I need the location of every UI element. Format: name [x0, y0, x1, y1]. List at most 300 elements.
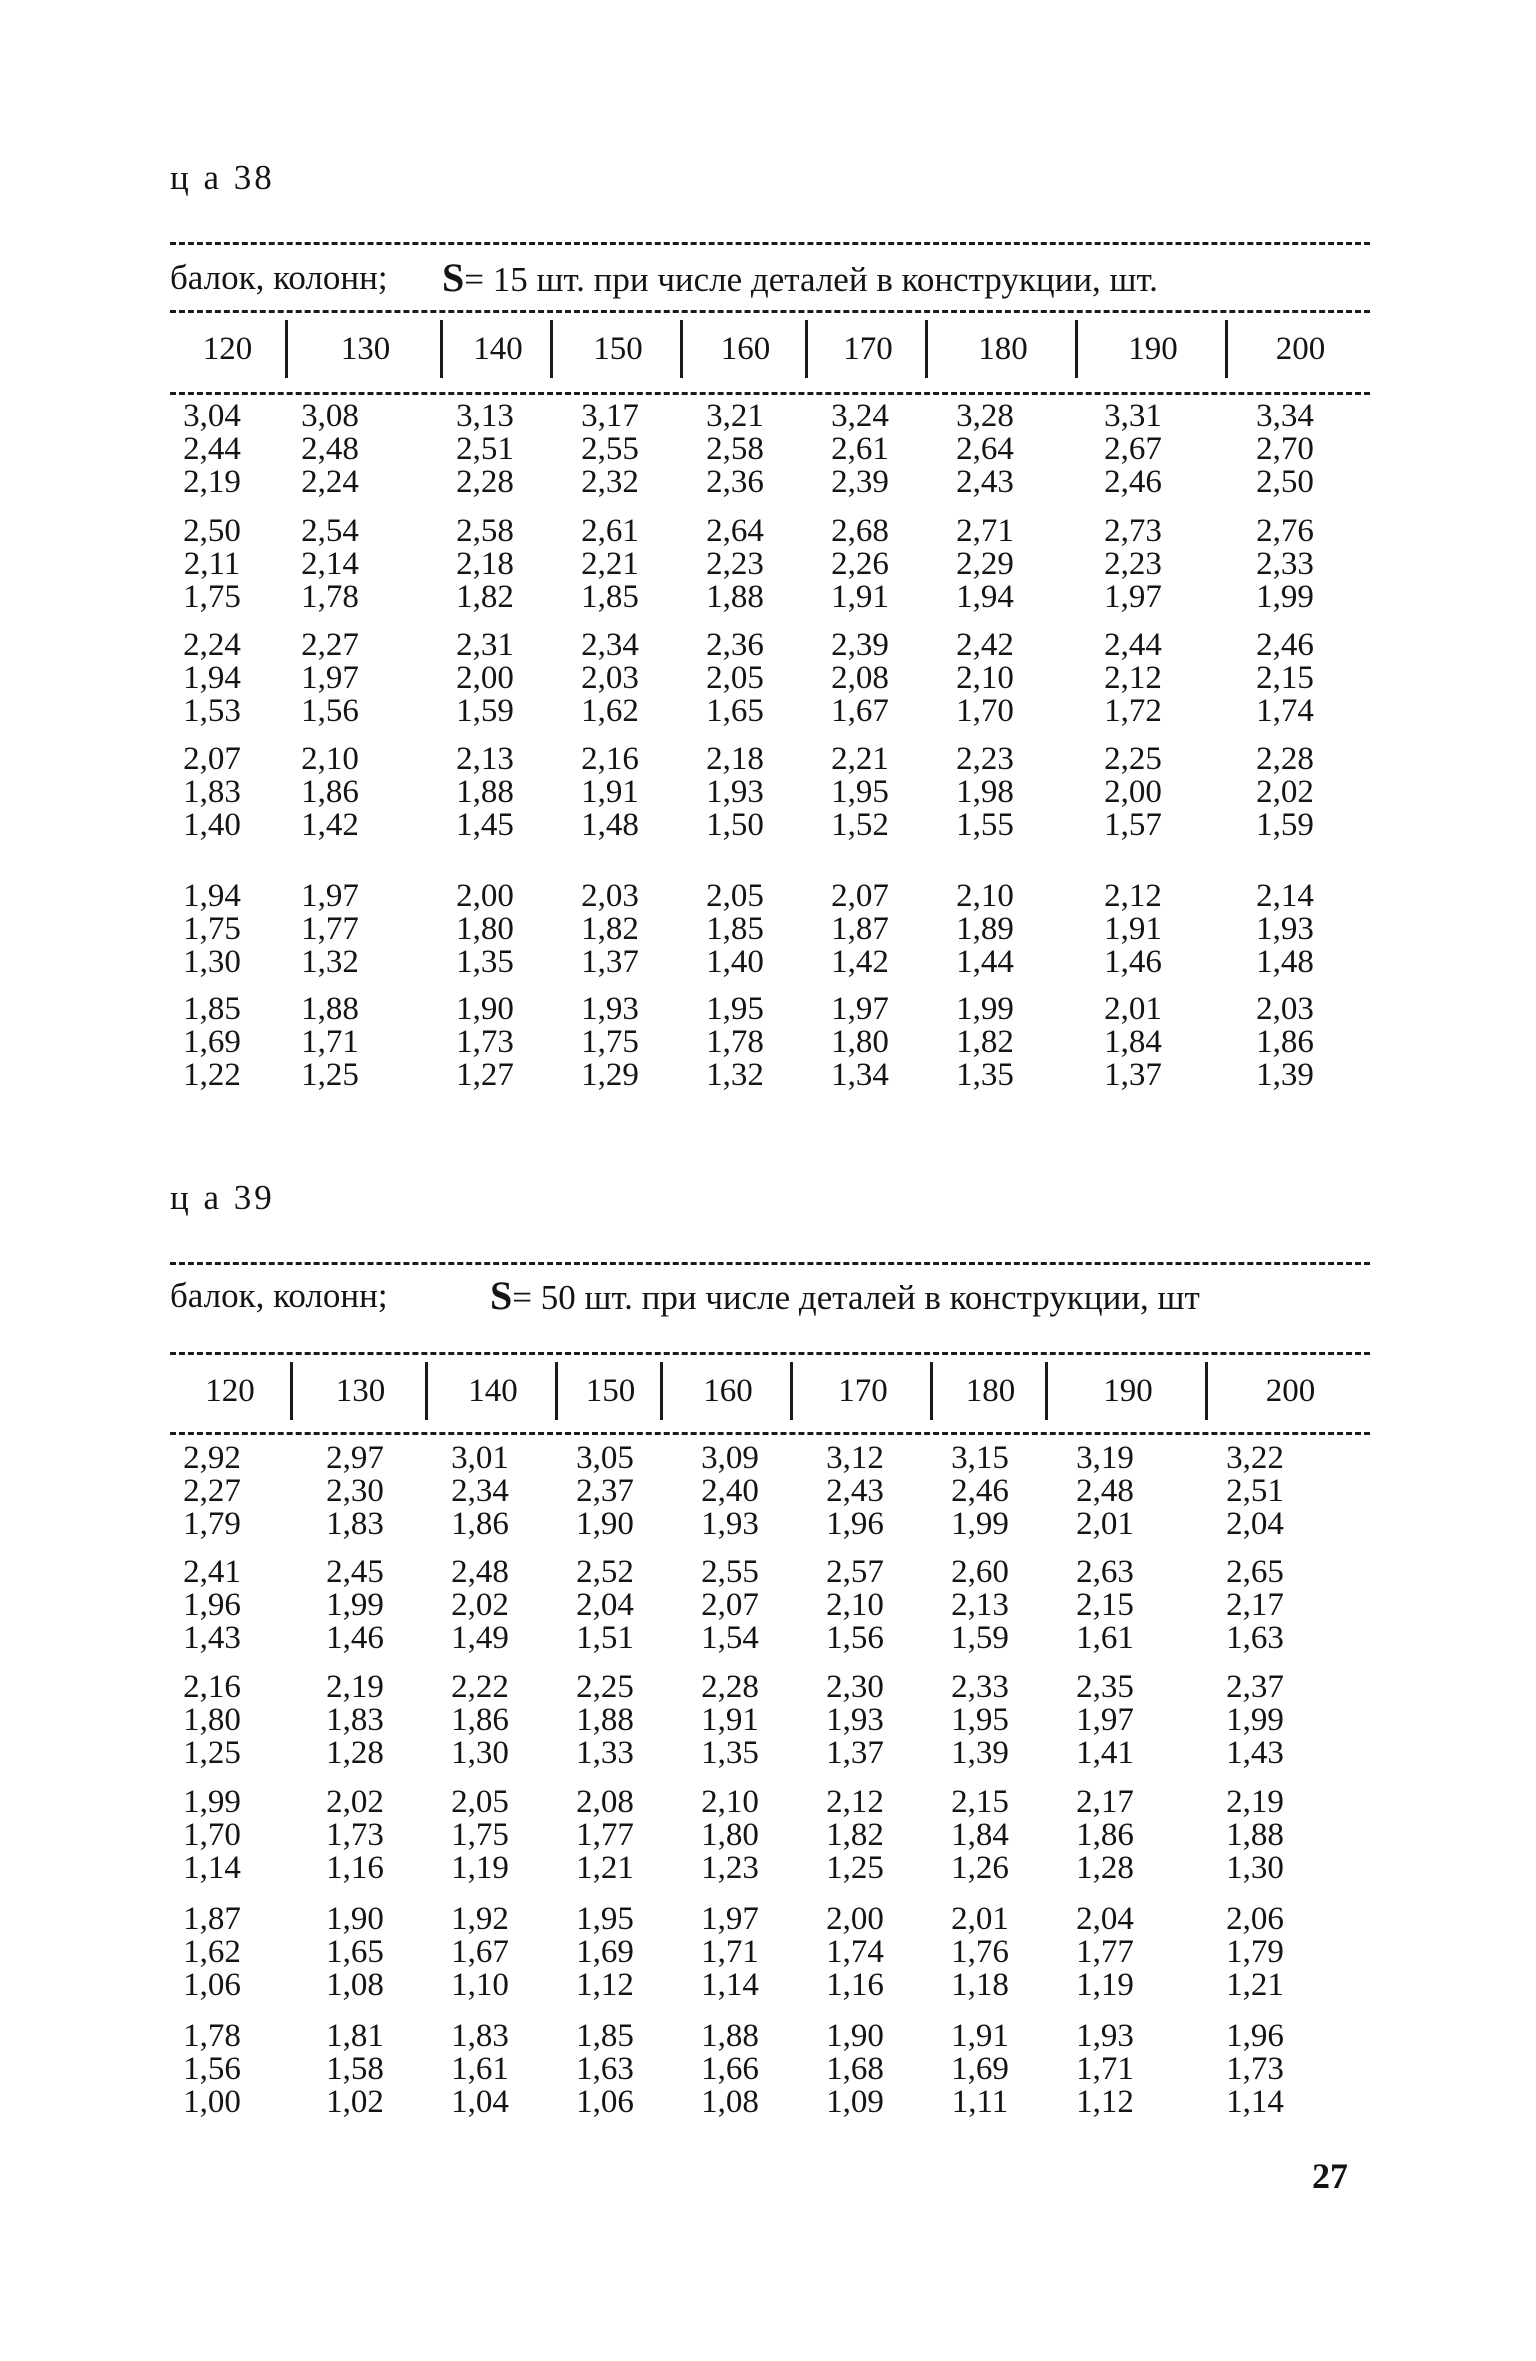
- table-cell: 2,27: [301, 627, 359, 663]
- table-cell: 1,08: [326, 1967, 384, 2003]
- table-cell: 1,69: [951, 2051, 1009, 2087]
- table-cell: 1,97: [701, 1901, 759, 1937]
- table-cell: 1,90: [326, 1901, 384, 1937]
- table-cell: 1,96: [183, 1587, 241, 1623]
- table-cell: 2,57: [826, 1554, 884, 1590]
- table-cell: 1,93: [701, 1506, 759, 1542]
- table-cell: 1,65: [706, 693, 764, 729]
- table-cell: 1,87: [831, 911, 889, 947]
- table-cell: 1,49: [451, 1620, 509, 1656]
- dashed-rule: [170, 392, 1370, 395]
- table-cell: 2,15: [1256, 660, 1314, 696]
- table-cell: 1,00: [183, 2084, 241, 2120]
- table-cell: 2,41: [183, 1554, 241, 1590]
- table-cell: 2,04: [1226, 1506, 1284, 1542]
- table-cell: 2,24: [183, 627, 241, 663]
- table-cell: 2,08: [831, 660, 889, 696]
- table-cell: 2,18: [706, 741, 764, 777]
- table-cell: 3,34: [1256, 398, 1314, 434]
- table-cell: 2,68: [831, 513, 889, 549]
- table-cell: 1,28: [1076, 1850, 1134, 1886]
- table-cell: 1,62: [581, 693, 639, 729]
- table-cell: 1,74: [826, 1934, 884, 1970]
- table-cell: 1,83: [326, 1702, 384, 1738]
- table-cell: 1,83: [183, 774, 241, 810]
- table-cell: 1,79: [1226, 1934, 1284, 1970]
- table-cell: 1,06: [183, 1967, 241, 2003]
- table-cell: 1,63: [576, 2051, 634, 2087]
- table-cell: 2,45: [326, 1554, 384, 1590]
- table-cell: 3,09: [701, 1440, 759, 1476]
- table-cell: 1,21: [576, 1850, 634, 1886]
- table-cell: 1,84: [951, 1817, 1009, 1853]
- table-cell: 1,78: [706, 1024, 764, 1060]
- table-cell: 2,48: [1076, 1473, 1134, 1509]
- table-cell: 3,19: [1076, 1440, 1134, 1476]
- table-cell: 1,85: [706, 911, 764, 947]
- table-cell: 2,58: [456, 513, 514, 549]
- table-cell: 2,24: [301, 464, 359, 500]
- table-cell: 1,93: [1076, 2018, 1134, 2054]
- table-cell: 1,83: [326, 1506, 384, 1542]
- column-header-row: [0, 310, 1536, 390]
- dashed-rule: [170, 1432, 1370, 1435]
- table-cell: 2,73: [1104, 513, 1162, 549]
- table-cell: 2,01: [1104, 991, 1162, 1027]
- table-cell: 1,85: [576, 2018, 634, 2054]
- table-cell: 1,32: [706, 1057, 764, 1093]
- column-header: 130: [285, 320, 443, 378]
- table-cell: 2,12: [826, 1784, 884, 1820]
- table-cell: 2,13: [951, 1587, 1009, 1623]
- table-cell: 2,64: [706, 513, 764, 549]
- table-cell: 1,29: [581, 1057, 639, 1093]
- table-cell: 1,68: [826, 2051, 884, 2087]
- table-cell: 1,80: [456, 911, 514, 947]
- table-cell: 1,30: [183, 944, 241, 980]
- table-cell: 1,96: [1226, 2018, 1284, 2054]
- table-cell: 2,34: [451, 1473, 509, 1509]
- table-cell: 2,17: [1226, 1587, 1284, 1623]
- table-cell: 1,94: [183, 660, 241, 696]
- table-cell: 2,34: [581, 627, 639, 663]
- table-cell: 2,43: [826, 1473, 884, 1509]
- table-cell: 2,97: [326, 1440, 384, 1476]
- table-cell: 3,04: [183, 398, 241, 434]
- table-cell: 2,10: [701, 1784, 759, 1820]
- table-cell: 2,51: [1226, 1473, 1284, 1509]
- table-cell: 1,08: [701, 2084, 759, 2120]
- table-cell: 1,91: [951, 2018, 1009, 2054]
- table-cell: 2,40: [701, 1473, 759, 1509]
- table-cell: 1,42: [831, 944, 889, 980]
- table-cell: 2,29: [956, 546, 1014, 582]
- table-cell: 1,97: [1076, 1702, 1134, 1738]
- table-cell: 2,11: [183, 546, 241, 582]
- table-cell: 1,46: [1104, 944, 1162, 980]
- table-cell: 2,51: [456, 431, 514, 467]
- column-header: 170: [805, 320, 928, 378]
- table-subtitle: [170, 1273, 1370, 1318]
- table-cell: 3,22: [1226, 1440, 1284, 1476]
- table-cell: 2,22: [451, 1669, 509, 1705]
- table-cell: 2,03: [581, 660, 639, 696]
- column-header: 170: [790, 1362, 933, 1420]
- table-cell: 1,59: [1256, 807, 1314, 843]
- table-cell: 2,21: [831, 741, 889, 777]
- column-header: 150: [555, 1362, 663, 1420]
- table-cell: 2,12: [1104, 660, 1162, 696]
- table-cell: 1,99: [951, 1506, 1009, 1542]
- table-cell: 1,75: [451, 1817, 509, 1853]
- table-cell: 1,35: [956, 1057, 1014, 1093]
- table-cell: 1,74: [1256, 693, 1314, 729]
- table-cell: 1,19: [1076, 1967, 1134, 2003]
- table-cell: 2,26: [831, 546, 889, 582]
- subtitle-right: = 50 шт. при числе деталей в конструкции, шт: [512, 1278, 1200, 1317]
- table-cell: 2,13: [456, 741, 514, 777]
- table-cell: 1,04: [451, 2084, 509, 2120]
- table-cell: 2,07: [831, 878, 889, 914]
- table-cell: 1,78: [301, 579, 359, 615]
- table-cell: 1,98: [956, 774, 1014, 810]
- table-cell: 2,37: [576, 1473, 634, 1509]
- table-cell: 1,56: [301, 693, 359, 729]
- subtitle-left: балок, колонн;: [170, 1276, 388, 1315]
- table-cell: 3,13: [456, 398, 514, 434]
- table-cell: 1,82: [581, 911, 639, 947]
- table-cell: 1,91: [831, 579, 889, 615]
- table-cell: 1,46: [326, 1620, 384, 1656]
- table-cell: 2,61: [831, 431, 889, 467]
- column-header: 200: [1225, 320, 1373, 378]
- table-cell: 1,39: [1256, 1057, 1314, 1093]
- table-cell: 1,35: [456, 944, 514, 980]
- table-cell: 1,97: [301, 878, 359, 914]
- table-cell: 2,03: [1256, 991, 1314, 1027]
- table-cell: 2,60: [951, 1554, 1009, 1590]
- table-cell: 1,91: [1104, 911, 1162, 947]
- table-cell: 1,56: [183, 2051, 241, 2087]
- table-cell: 2,23: [956, 741, 1014, 777]
- table-cell: 1,39: [951, 1735, 1009, 1771]
- table-cell: 1,65: [326, 1934, 384, 1970]
- table-caption: ц а 39: [170, 1178, 275, 1217]
- table-cell: 1,73: [456, 1024, 514, 1060]
- table-caption: ц а 38: [170, 158, 275, 197]
- table-cell: 2,19: [1226, 1784, 1284, 1820]
- table-cell: 2,21: [581, 546, 639, 582]
- table-cell: 1,32: [301, 944, 359, 980]
- table-cell: 1,50: [706, 807, 764, 843]
- table-cell: 2,19: [183, 464, 241, 500]
- subtitle-left: балок, колонн;: [170, 258, 388, 297]
- table-cell: 1,86: [301, 774, 359, 810]
- table-cell: 1,44: [956, 944, 1014, 980]
- table-cell: 2,50: [183, 513, 241, 549]
- table-cell: 1,02: [326, 2084, 384, 2120]
- table-cell: 1,73: [326, 1817, 384, 1853]
- table-cell: 1,25: [183, 1735, 241, 1771]
- table-cell: 1,53: [183, 693, 241, 729]
- table-cell: 1,06: [576, 2084, 634, 2120]
- table-cell: 2,00: [456, 660, 514, 696]
- table-cell: 2,58: [706, 431, 764, 467]
- table-cell: 2,06: [1226, 1901, 1284, 1937]
- table-cell: 1,27: [456, 1057, 514, 1093]
- table-cell: 2,36: [706, 464, 764, 500]
- column-header: 140: [440, 320, 553, 378]
- table-cell: 1,26: [951, 1850, 1009, 1886]
- table-cell: 1,25: [301, 1057, 359, 1093]
- column-header: 130: [290, 1362, 428, 1420]
- table-cell: 1,90: [826, 2018, 884, 2054]
- table-cell: 1,12: [576, 1967, 634, 2003]
- table-cell: 1,86: [1256, 1024, 1314, 1060]
- table-cell: 1,90: [456, 991, 514, 1027]
- table-cell: 1,58: [326, 2051, 384, 2087]
- table-cell: 1,59: [456, 693, 514, 729]
- table-cell: 1,40: [706, 944, 764, 980]
- table-cell: 1,91: [581, 774, 639, 810]
- table-cell: 1,97: [831, 991, 889, 1027]
- table-cell: 2,25: [576, 1669, 634, 1705]
- table-cell: 2,00: [456, 878, 514, 914]
- table-cell: 1,43: [183, 1620, 241, 1656]
- column-header: 160: [680, 320, 808, 378]
- table-cell: 1,89: [956, 911, 1014, 947]
- table-cell: 2,44: [1104, 627, 1162, 663]
- table-cell: 1,14: [1226, 2084, 1284, 2120]
- table-cell: 3,08: [301, 398, 359, 434]
- table-cell: 1,30: [1226, 1850, 1284, 1886]
- table-cell: 3,15: [951, 1440, 1009, 1476]
- table-cell: 1,95: [831, 774, 889, 810]
- table-cell: 2,46: [951, 1473, 1009, 1509]
- table-cell: 1,88: [576, 1702, 634, 1738]
- table-cell: 1,57: [1104, 807, 1162, 843]
- column-header: 120: [202, 331, 253, 367]
- table-cell: 2,10: [301, 741, 359, 777]
- table-cell: 2,00: [826, 1901, 884, 1937]
- table-cell: 1,54: [701, 1620, 759, 1656]
- table-cell: 2,43: [956, 464, 1014, 500]
- table-cell: 1,69: [576, 1934, 634, 1970]
- table-cell: 2,25: [1104, 741, 1162, 777]
- table-cell: 1,88: [701, 2018, 759, 2054]
- table-cell: 1,76: [951, 1934, 1009, 1970]
- table-cell: 2,02: [326, 1784, 384, 1820]
- table-cell: 2,31: [456, 627, 514, 663]
- table-cell: 1,21: [1226, 1967, 1284, 2003]
- table-cell: 1,56: [826, 1620, 884, 1656]
- table-cell: 3,24: [831, 398, 889, 434]
- table-cell: 1,97: [301, 660, 359, 696]
- table-cell: 2,36: [706, 627, 764, 663]
- table-cell: 1,37: [581, 944, 639, 980]
- table-cell: 1,70: [183, 1817, 241, 1853]
- table-cell: 2,28: [456, 464, 514, 500]
- table-cell: 2,28: [701, 1669, 759, 1705]
- table-cell: 1,75: [581, 1024, 639, 1060]
- table-cell: 2,14: [301, 546, 359, 582]
- column-header: 140: [425, 1362, 558, 1420]
- table-cell: 1,94: [183, 878, 241, 914]
- table-cell: 1,83: [451, 2018, 509, 2054]
- table-cell: 1,94: [956, 579, 1014, 615]
- table-cell: 1,34: [831, 1057, 889, 1093]
- table-cell: 2,67: [1104, 431, 1162, 467]
- table-cell: 2,30: [326, 1473, 384, 1509]
- table-cell: 1,33: [576, 1735, 634, 1771]
- column-header-row: [0, 1352, 1536, 1432]
- table-cell: 1,95: [576, 1901, 634, 1937]
- table-cell: 1,69: [183, 1024, 241, 1060]
- table-cell: 1,75: [183, 579, 241, 615]
- table-cell: 1,85: [581, 579, 639, 615]
- table-cell: 1,80: [831, 1024, 889, 1060]
- table-cell: 1,12: [1076, 2084, 1134, 2120]
- table-cell: 3,17: [581, 398, 639, 434]
- table-cell: 1,73: [1226, 2051, 1284, 2087]
- table-cell: 2,48: [301, 431, 359, 467]
- table-cell: 1,23: [701, 1850, 759, 1886]
- table-cell: 1,93: [826, 1702, 884, 1738]
- table-cell: 1,72: [1104, 693, 1162, 729]
- s-symbol: S: [490, 1273, 513, 1318]
- table-cell: 2,64: [956, 431, 1014, 467]
- table-cell: 2,48: [451, 1554, 509, 1590]
- table-subtitle: [170, 255, 1370, 300]
- table-cell: 3,12: [826, 1440, 884, 1476]
- table-cell: 2,54: [301, 513, 359, 549]
- table-cell: 1,99: [956, 991, 1014, 1027]
- dashed-rule: [170, 1262, 1370, 1265]
- table-cell: 2,04: [1076, 1901, 1134, 1937]
- table-cell: 2,12: [1104, 878, 1162, 914]
- table-cell: 1,45: [456, 807, 514, 843]
- s-symbol: S: [442, 255, 465, 300]
- table-cell: 2,33: [1256, 546, 1314, 582]
- table-cell: 1,77: [301, 911, 359, 947]
- table-cell: 1,42: [301, 807, 359, 843]
- table-cell: 1,40: [183, 807, 241, 843]
- table-cell: 1,92: [451, 1901, 509, 1937]
- table-cell: 1,80: [701, 1817, 759, 1853]
- table-cell: 1,35: [701, 1735, 759, 1771]
- table-cell: 2,05: [706, 660, 764, 696]
- table-cell: 1,88: [456, 774, 514, 810]
- table-cell: 2,10: [956, 660, 1014, 696]
- table-cell: 1,75: [183, 911, 241, 947]
- table-cell: 2,23: [1104, 546, 1162, 582]
- table-cell: 1,96: [826, 1506, 884, 1542]
- table-cell: 2,05: [706, 878, 764, 914]
- table-cell: 1,93: [1256, 911, 1314, 947]
- table-cell: 2,01: [1076, 1506, 1134, 1542]
- column-header: 180: [930, 1362, 1048, 1420]
- table-cell: 1,37: [826, 1735, 884, 1771]
- table-cell: 2,16: [183, 1669, 241, 1705]
- table-cell: 1,85: [183, 991, 241, 1027]
- table-cell: 1,10: [451, 1967, 509, 2003]
- table-cell: 1,16: [326, 1850, 384, 1886]
- table-cell: 2,55: [701, 1554, 759, 1590]
- table-cell: 1,25: [826, 1850, 884, 1886]
- table-cell: 3,31: [1104, 398, 1162, 434]
- table-cell: 2,32: [581, 464, 639, 500]
- table-cell: 2,71: [956, 513, 1014, 549]
- table-cell: 1,14: [183, 1850, 241, 1886]
- table-cell: 1,87: [183, 1901, 241, 1937]
- dashed-rule: [170, 242, 1370, 245]
- table-cell: 1,88: [301, 991, 359, 1027]
- table-cell: 1,61: [451, 2051, 509, 2087]
- table-cell: 1,90: [576, 1506, 634, 1542]
- table-cell: 1,41: [1076, 1735, 1134, 1771]
- table-cell: 2,76: [1256, 513, 1314, 549]
- table-cell: 1,18: [951, 1967, 1009, 2003]
- table-cell: 1,48: [1256, 944, 1314, 980]
- column-header: 150: [550, 320, 683, 378]
- table-cell: 1,99: [326, 1587, 384, 1623]
- table-cell: 1,67: [831, 693, 889, 729]
- table-cell: 2,19: [326, 1669, 384, 1705]
- column-header: 190: [1045, 1362, 1208, 1420]
- table-cell: 1,71: [701, 1934, 759, 1970]
- table-cell: 3,05: [576, 1440, 634, 1476]
- table-cell: 2,55: [581, 431, 639, 467]
- table-cell: 2,14: [1256, 878, 1314, 914]
- table-cell: 1,51: [576, 1620, 634, 1656]
- table-cell: 1,28: [326, 1735, 384, 1771]
- table-cell: 2,37: [1226, 1669, 1284, 1705]
- table-cell: 2,15: [951, 1784, 1009, 1820]
- table-cell: 2,03: [581, 878, 639, 914]
- table-cell: 1,84: [1104, 1024, 1162, 1060]
- table-cell: 1,95: [706, 991, 764, 1027]
- column-header: 160: [660, 1362, 793, 1420]
- table-cell: 1,70: [956, 693, 1014, 729]
- table-cell: 1,09: [826, 2084, 884, 2120]
- table-cell: 1,43: [1226, 1735, 1284, 1771]
- table-cell: 1,86: [451, 1702, 509, 1738]
- table-cell: 2,07: [701, 1587, 759, 1623]
- table-cell: 2,15: [1076, 1587, 1134, 1623]
- table-cell: 1,30: [451, 1735, 509, 1771]
- table-cell: 1,52: [831, 807, 889, 843]
- table-cell: 1,61: [1076, 1620, 1134, 1656]
- table-cell: 2,35: [1076, 1669, 1134, 1705]
- table-cell: 2,33: [951, 1669, 1009, 1705]
- table-cell: 2,04: [576, 1587, 634, 1623]
- table-cell: 2,70: [1256, 431, 1314, 467]
- table-cell: 1,19: [451, 1850, 509, 1886]
- table-cell: 1,66: [701, 2051, 759, 2087]
- table-cell: 2,02: [451, 1587, 509, 1623]
- table-cell: 2,61: [581, 513, 639, 549]
- table-cell: 2,30: [826, 1669, 884, 1705]
- table-cell: 2,42: [956, 627, 1014, 663]
- table-cell: 2,39: [831, 464, 889, 500]
- table-cell: 1,86: [1076, 1817, 1134, 1853]
- table-cell: 1,78: [183, 2018, 241, 2054]
- table-cell: 1,11: [951, 2084, 1009, 2120]
- table-cell: 1,95: [951, 1702, 1009, 1738]
- table-cell: 1,71: [301, 1024, 359, 1060]
- page-number: 27: [1312, 2156, 1348, 2196]
- table-cell: 1,55: [956, 807, 1014, 843]
